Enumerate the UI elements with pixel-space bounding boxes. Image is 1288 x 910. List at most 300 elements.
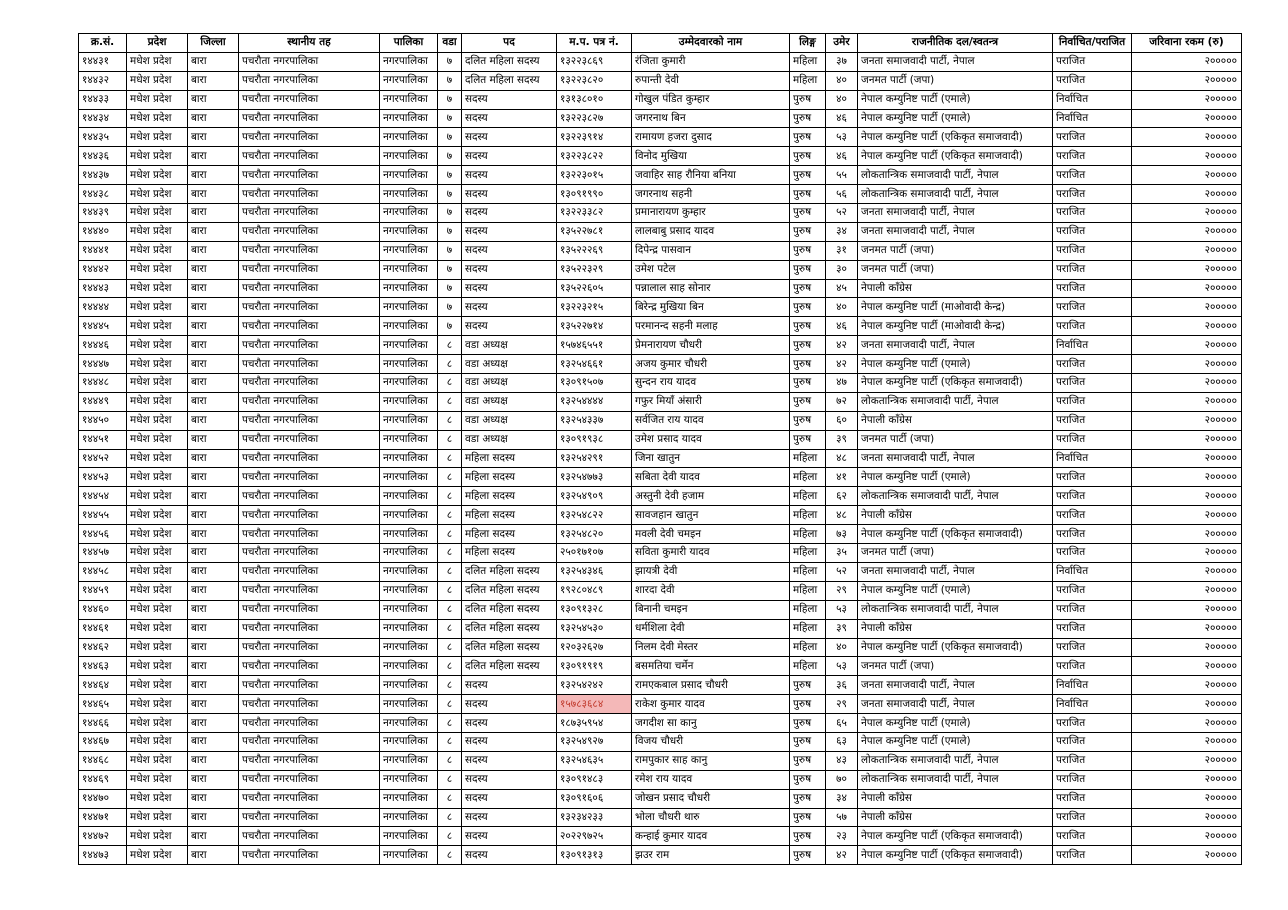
palika-cell: नगरपालिका <box>380 468 438 487</box>
post-cell: सदस्य <box>462 166 557 185</box>
header-fine: जरिवाना रकम (रु) <box>1132 34 1242 53</box>
candidate-name-cell: दिपेन्द्र पासवान <box>632 241 790 260</box>
gender-cell: महिला <box>790 657 826 676</box>
local-level-cell: पचरौता नगरपालिका <box>239 544 380 563</box>
table-row <box>79 600 1242 619</box>
result-cell: पराजित <box>1053 751 1132 770</box>
ballot-no-cell: १३२५४३४६ <box>557 562 632 581</box>
gender-cell: पुरुष <box>790 222 826 241</box>
ballot-no-cell: १३०९१९१९ <box>557 657 632 676</box>
header-serial: क्र.सं. <box>79 34 127 53</box>
palika-cell: नगरपालिका <box>380 525 438 544</box>
post-cell: दलित महिला सदस्य <box>462 581 557 600</box>
result-cell: निर्वाचित <box>1053 676 1132 695</box>
province-cell: मधेश प्रदेश <box>127 751 188 770</box>
district-cell: बारा <box>188 695 239 714</box>
district-cell: बारा <box>188 109 239 128</box>
header-result: निर्वाचित/पराजित <box>1053 34 1132 53</box>
fine-cell: २००००० <box>1132 827 1242 846</box>
ward-cell: ८ <box>438 581 462 600</box>
party-cell: नेपाल कम्युनिष्ट पार्टी (माओवादी केन्द्र) <box>858 298 1053 317</box>
serial-cell: १४४३१ <box>79 52 127 71</box>
post-cell: दलित महिला सदस्य <box>462 657 557 676</box>
post-cell: वडा अध्यक्ष <box>462 392 557 411</box>
gender-cell: पुरुष <box>790 374 826 393</box>
local-level-cell: पचरौता नगरपालिका <box>239 789 380 808</box>
candidate-name-cell: जोखन प्रसाद चौधरी <box>632 789 790 808</box>
serial-cell: १४४३७ <box>79 166 127 185</box>
result-cell: पराजित <box>1053 846 1132 865</box>
serial-cell: १४४३६ <box>79 147 127 166</box>
fine-cell: २००००० <box>1132 411 1242 430</box>
party-cell: लोकतान्त्रिक समाजवादी पार्टी, नेपाल <box>858 392 1053 411</box>
local-level-cell: पचरौता नगरपालिका <box>239 52 380 71</box>
party-cell: नेपाली काँग्रेस <box>858 808 1053 827</box>
candidate-name-cell: सावजहान खातुन <box>632 506 790 525</box>
candidate-name-cell: प्रमानारायण कुम्हार <box>632 204 790 223</box>
result-cell: पराजित <box>1053 411 1132 430</box>
district-cell: बारा <box>188 827 239 846</box>
candidate-name-cell: शारदा देवी <box>632 581 790 600</box>
post-cell: महिला सदस्य <box>462 544 557 563</box>
serial-cell: १४४४७ <box>79 355 127 374</box>
palika-cell: नगरपालिका <box>380 695 438 714</box>
table-body <box>79 52 1242 864</box>
table-row <box>79 298 1242 317</box>
fine-cell: २००००० <box>1132 506 1242 525</box>
province-cell: मधेश प्रदेश <box>127 562 188 581</box>
serial-cell: १४४५५ <box>79 506 127 525</box>
gender-cell: पुरुष <box>790 298 826 317</box>
candidate-name-cell: विजय चौधरी <box>632 732 790 751</box>
fine-cell: २००००० <box>1132 166 1242 185</box>
fine-cell: २००००० <box>1132 147 1242 166</box>
gender-cell: महिला <box>790 468 826 487</box>
district-cell: बारा <box>188 392 239 411</box>
post-cell: वडा अध्यक्ष <box>462 374 557 393</box>
party-cell: जनता समाजवादी पार्टी, नेपाल <box>858 562 1053 581</box>
fine-cell: २००००० <box>1132 619 1242 638</box>
palika-cell: नगरपालिका <box>380 147 438 166</box>
local-level-cell: पचरौता नगरपालिका <box>239 581 380 600</box>
palika-cell: नगरपालिका <box>380 222 438 241</box>
post-cell: महिला सदस्य <box>462 506 557 525</box>
palika-cell: नगरपालिका <box>380 846 438 865</box>
province-cell: मधेश प्रदेश <box>127 544 188 563</box>
palika-cell: नगरपालिका <box>380 260 438 279</box>
palika-cell: नगरपालिका <box>380 544 438 563</box>
ballot-no-cell: १३२५४४४४ <box>557 392 632 411</box>
ballot-no-cell: १३२२३८२० <box>557 71 632 90</box>
fine-cell: २००००० <box>1132 468 1242 487</box>
local-level-cell: पचरौता नगरपालिका <box>239 449 380 468</box>
table-row <box>79 260 1242 279</box>
post-cell: सदस्य <box>462 204 557 223</box>
table-row <box>79 487 1242 506</box>
age-cell: ४६ <box>826 109 858 128</box>
ward-cell: ८ <box>438 392 462 411</box>
palika-cell: नगरपालिका <box>380 789 438 808</box>
palika-cell: नगरपालिका <box>380 449 438 468</box>
age-cell: ४० <box>826 298 858 317</box>
result-cell: पराजित <box>1053 619 1132 638</box>
party-cell: नेपाल कम्युनिष्ट पार्टी (एकिकृत समाजवादी) <box>858 147 1053 166</box>
party-cell: जनमत पार्टी (जपा) <box>858 657 1053 676</box>
age-cell: ५५ <box>826 166 858 185</box>
serial-cell: १४४६८ <box>79 751 127 770</box>
local-level-cell: पचरौता नगरपालिका <box>239 336 380 355</box>
serial-cell: १४४४२ <box>79 260 127 279</box>
party-cell: नेपाल कम्युनिष्ट पार्टी (एमाले) <box>858 109 1053 128</box>
post-cell: सदस्य <box>462 298 557 317</box>
age-cell: ४२ <box>826 355 858 374</box>
province-cell: मधेश प्रदेश <box>127 430 188 449</box>
result-cell: पराजित <box>1053 374 1132 393</box>
party-cell: जनमत पार्टी (जपा) <box>858 241 1053 260</box>
ward-cell: ७ <box>438 204 462 223</box>
result-cell: निर्वाचित <box>1053 695 1132 714</box>
party-cell: नेपाली काँग्रेस <box>858 789 1053 808</box>
district-cell: बारा <box>188 204 239 223</box>
palika-cell: नगरपालिका <box>380 808 438 827</box>
local-level-cell: पचरौता नगरपालिका <box>239 808 380 827</box>
local-level-cell: पचरौता नगरपालिका <box>239 90 380 109</box>
district-cell: बारा <box>188 430 239 449</box>
ballot-no-cell: १३२२३८२२ <box>557 147 632 166</box>
post-cell: सदस्य <box>462 109 557 128</box>
province-cell: मधेश प्रदेश <box>127 789 188 808</box>
age-cell: ५३ <box>826 128 858 147</box>
local-level-cell: पचरौता नगरपालिका <box>239 109 380 128</box>
fine-cell: २००००० <box>1132 525 1242 544</box>
ward-cell: ८ <box>438 374 462 393</box>
gender-cell: महिला <box>790 544 826 563</box>
serial-cell: १४४६२ <box>79 638 127 657</box>
ballot-no-cell: १३०९१४८३ <box>557 770 632 789</box>
province-cell: मधेश प्रदेश <box>127 166 188 185</box>
candidate-name-cell: गफुर मियाँ अंसारी <box>632 392 790 411</box>
ward-cell: ७ <box>438 241 462 260</box>
table-row <box>79 468 1242 487</box>
age-cell: २९ <box>826 695 858 714</box>
gender-cell: महिला <box>790 581 826 600</box>
serial-cell: १४४३८ <box>79 185 127 204</box>
gender-cell: महिला <box>790 619 826 638</box>
ballot-no-cell: १३५२२६०५ <box>557 279 632 298</box>
ballot-no-cell: १३०९१९९० <box>557 185 632 204</box>
palika-cell: नगरपालिका <box>380 71 438 90</box>
result-cell: पराजित <box>1053 487 1132 506</box>
party-cell: जनमत पार्टी (जपा) <box>858 71 1053 90</box>
age-cell: ५६ <box>826 185 858 204</box>
header-palika: पालिका <box>380 34 438 53</box>
fine-cell: २००००० <box>1132 600 1242 619</box>
fine-cell: २००००० <box>1132 279 1242 298</box>
serial-cell: १४४४५ <box>79 317 127 336</box>
local-level-cell: पचरौता नगरपालिका <box>239 827 380 846</box>
local-level-cell: पचरौता नगरपालिका <box>239 166 380 185</box>
candidate-name-cell: अस्तुनी देवी हजाम <box>632 487 790 506</box>
district-cell: बारा <box>188 544 239 563</box>
table-row <box>79 279 1242 298</box>
gender-cell: पुरुष <box>790 411 826 430</box>
palika-cell: नगरपालिका <box>380 430 438 449</box>
ward-cell: ७ <box>438 166 462 185</box>
candidate-name-cell: झउर राम <box>632 846 790 865</box>
serial-cell: १४४७२ <box>79 827 127 846</box>
post-cell: दलित महिला सदस्य <box>462 52 557 71</box>
party-cell: नेपाल कम्युनिष्ट पार्टी (एकिकृत समाजवादी) <box>858 525 1053 544</box>
candidate-name-cell: उमेश प्रसाद यादव <box>632 430 790 449</box>
palika-cell: नगरपालिका <box>380 166 438 185</box>
province-cell: मधेश प्रदेश <box>127 128 188 147</box>
candidate-name-cell: विनोद मुखिया <box>632 147 790 166</box>
serial-cell: १४४५९ <box>79 581 127 600</box>
ballot-no-cell: २५०१७१०७ <box>557 544 632 563</box>
post-cell: सदस्य <box>462 317 557 336</box>
gender-cell: पुरुष <box>790 827 826 846</box>
post-cell: दलित महिला सदस्य <box>462 600 557 619</box>
ward-cell: ७ <box>438 185 462 204</box>
serial-cell: १४४४० <box>79 222 127 241</box>
post-cell: सदस्य <box>462 751 557 770</box>
post-cell: सदस्य <box>462 279 557 298</box>
district-cell: बारा <box>188 714 239 733</box>
gender-cell: महिला <box>790 638 826 657</box>
post-cell: दलित महिला सदस्य <box>462 71 557 90</box>
district-cell: बारा <box>188 260 239 279</box>
province-cell: मधेश प्रदेश <box>127 222 188 241</box>
fine-cell: २००००० <box>1132 128 1242 147</box>
local-level-cell: पचरौता नगरपालिका <box>239 355 380 374</box>
ward-cell: ८ <box>438 449 462 468</box>
table-row <box>79 90 1242 109</box>
result-cell: पराजित <box>1053 222 1132 241</box>
age-cell: ३६ <box>826 676 858 695</box>
post-cell: सदस्य <box>462 695 557 714</box>
candidate-name-cell: धर्मशिला देवी <box>632 619 790 638</box>
table-row <box>79 562 1242 581</box>
fine-cell: २००००० <box>1132 808 1242 827</box>
local-level-cell: पचरौता नगरपालिका <box>239 411 380 430</box>
province-cell: मधेश प्रदेश <box>127 846 188 865</box>
age-cell: ६२ <box>826 487 858 506</box>
serial-cell: १४४६७ <box>79 732 127 751</box>
province-cell: मधेश प्रदेश <box>127 204 188 223</box>
age-cell: २९ <box>826 581 858 600</box>
palika-cell: नगरपालिका <box>380 676 438 695</box>
header-candidate-name: उम्मेदवारको नाम <box>632 34 790 53</box>
gender-cell: पुरुष <box>790 279 826 298</box>
ward-cell: ८ <box>438 544 462 563</box>
age-cell: ३९ <box>826 430 858 449</box>
ward-cell: ७ <box>438 260 462 279</box>
fine-cell: २००००० <box>1132 392 1242 411</box>
header-ward: वडा <box>438 34 462 53</box>
result-cell: पराजित <box>1053 260 1132 279</box>
local-level-cell: पचरौता नगरपालिका <box>239 374 380 393</box>
province-cell: मधेश प्रदेश <box>127 581 188 600</box>
table-row <box>79 506 1242 525</box>
party-cell: नेपाल कम्युनिष्ट पार्टी (एमाले) <box>858 355 1053 374</box>
district-cell: बारा <box>188 619 239 638</box>
ward-cell: ७ <box>438 90 462 109</box>
candidate-name-cell: रुपान्ती देवी <box>632 71 790 90</box>
serial-cell: १४४४१ <box>79 241 127 260</box>
serial-cell: १४४५० <box>79 411 127 430</box>
ward-cell: ८ <box>438 732 462 751</box>
ward-cell: ७ <box>438 71 462 90</box>
party-cell: जनमत पार्टी (जपा) <box>858 260 1053 279</box>
local-level-cell: पचरौता नगरपालिका <box>239 317 380 336</box>
age-cell: ४० <box>826 90 858 109</box>
ward-cell: ८ <box>438 808 462 827</box>
age-cell: ३७ <box>826 52 858 71</box>
district-cell: बारा <box>188 525 239 544</box>
fine-cell: २००००० <box>1132 751 1242 770</box>
table-row <box>79 525 1242 544</box>
age-cell: ३९ <box>826 619 858 638</box>
party-cell: जनता समाजवादी पार्टी, नेपाल <box>858 222 1053 241</box>
local-level-cell: पचरौता नगरपालिका <box>239 222 380 241</box>
palika-cell: नगरपालिका <box>380 392 438 411</box>
ballot-no-cell: १३२५४३३७ <box>557 411 632 430</box>
palika-cell: नगरपालिका <box>380 714 438 733</box>
local-level-cell: पचरौता नगरपालिका <box>239 638 380 657</box>
candidate-name-cell: भोला चौधरी थारु <box>632 808 790 827</box>
ballot-no-cell: १३२२३८२७ <box>557 109 632 128</box>
local-level-cell: पचरौता नगरपालिका <box>239 430 380 449</box>
district-cell: बारा <box>188 751 239 770</box>
palika-cell: नगरपालिका <box>380 827 438 846</box>
result-cell: पराजित <box>1053 732 1132 751</box>
gender-cell: महिला <box>790 562 826 581</box>
province-cell: मधेश प्रदेश <box>127 732 188 751</box>
table-row <box>79 355 1242 374</box>
candidate-name-cell: सुन्दन राय यादव <box>632 374 790 393</box>
table-row <box>79 770 1242 789</box>
province-cell: मधेश प्रदेश <box>127 468 188 487</box>
district-cell: बारा <box>188 638 239 657</box>
ward-cell: ८ <box>438 695 462 714</box>
table-row <box>79 827 1242 846</box>
palika-cell: नगरपालिका <box>380 411 438 430</box>
result-cell: पराजित <box>1053 392 1132 411</box>
province-cell: मधेश प्रदेश <box>127 374 188 393</box>
local-level-cell: पचरौता नगरपालिका <box>239 600 380 619</box>
age-cell: ३४ <box>826 789 858 808</box>
fine-cell: २००००० <box>1132 695 1242 714</box>
ballot-no-cell: १३२२३८६९ <box>557 52 632 71</box>
district-cell: बारा <box>188 52 239 71</box>
gender-cell: पुरुष <box>790 751 826 770</box>
province-cell: मधेश प्रदेश <box>127 392 188 411</box>
party-cell: लोकतान्त्रिक समाजवादी पार्टी, नेपाल <box>858 751 1053 770</box>
ballot-no-cell: १३०९१३१३ <box>557 846 632 865</box>
palika-cell: नगरपालिका <box>380 298 438 317</box>
table-row <box>79 714 1242 733</box>
result-cell: पराजित <box>1053 241 1132 260</box>
ward-cell: ७ <box>438 128 462 147</box>
table-row <box>79 374 1242 393</box>
post-cell: दलित महिला सदस्य <box>462 638 557 657</box>
ballot-no-cell: १३२५४२९१ <box>557 449 632 468</box>
table-row <box>79 392 1242 411</box>
party-cell: नेपाल कम्युनिष्ट पार्टी (एमाले) <box>858 468 1053 487</box>
district-cell: बारा <box>188 581 239 600</box>
fine-cell: २००००० <box>1132 638 1242 657</box>
table-row <box>79 166 1242 185</box>
result-cell: पराजित <box>1053 544 1132 563</box>
gender-cell: पुरुष <box>790 90 826 109</box>
gender-cell: महिला <box>790 449 826 468</box>
post-cell: महिला सदस्य <box>462 449 557 468</box>
result-cell: पराजित <box>1053 468 1132 487</box>
serial-cell: १४४३५ <box>79 128 127 147</box>
candidate-name-cell: निलम देवी मेस्तर <box>632 638 790 657</box>
post-cell: वडा अध्यक्ष <box>462 355 557 374</box>
post-cell: सदस्य <box>462 128 557 147</box>
ward-cell: ८ <box>438 676 462 695</box>
candidate-name-cell: रामायण हजरा दुसाद <box>632 128 790 147</box>
gender-cell: महिला <box>790 506 826 525</box>
candidate-name-cell: सर्वजित राय यादव <box>632 411 790 430</box>
party-cell: नेपाली काँग्रेस <box>858 619 1053 638</box>
province-cell: मधेश प्रदेश <box>127 808 188 827</box>
age-cell: ४२ <box>826 336 858 355</box>
local-level-cell: पचरौता नगरपालिका <box>239 147 380 166</box>
serial-cell: १४४४९ <box>79 392 127 411</box>
party-cell: जनता समाजवादी पार्टी, नेपाल <box>858 695 1053 714</box>
district-cell: बारा <box>188 657 239 676</box>
candidate-name-cell: रामपुकार साह कानु <box>632 751 790 770</box>
table-row <box>79 619 1242 638</box>
serial-cell: १४४५२ <box>79 449 127 468</box>
gender-cell: पुरुष <box>790 241 826 260</box>
province-cell: मधेश प्रदेश <box>127 147 188 166</box>
gender-cell: पुरुष <box>790 732 826 751</box>
party-cell: जनता समाजवादी पार्टी, नेपाल <box>858 336 1053 355</box>
gender-cell: पुरुष <box>790 147 826 166</box>
post-cell: दलित महिला सदस्य <box>462 619 557 638</box>
ballot-no-cell: १३२५४६३५ <box>557 751 632 770</box>
post-cell: सदस्य <box>462 147 557 166</box>
age-cell: ६३ <box>826 732 858 751</box>
province-cell: मधेश प्रदेश <box>127 506 188 525</box>
gender-cell: पुरुष <box>790 355 826 374</box>
age-cell: ५३ <box>826 600 858 619</box>
ballot-no-cell: १३५२२३२९ <box>557 260 632 279</box>
party-cell: नेपाली काँग्रेस <box>858 279 1053 298</box>
gender-cell: पुरुष <box>790 166 826 185</box>
age-cell: ४२ <box>826 846 858 865</box>
fine-cell: २००००० <box>1132 562 1242 581</box>
post-cell: वडा अध्यक्ष <box>462 411 557 430</box>
province-cell: मधेश प्रदेश <box>127 241 188 260</box>
result-cell: पराजित <box>1053 657 1132 676</box>
post-cell: सदस्य <box>462 770 557 789</box>
party-cell: जनता समाजवादी पार्टी, नेपाल <box>858 449 1053 468</box>
age-cell: ७० <box>826 770 858 789</box>
party-cell: नेपाल कम्युनिष्ट पार्टी (एमाले) <box>858 732 1053 751</box>
fine-cell: २००००० <box>1132 846 1242 865</box>
result-cell: पराजित <box>1053 355 1132 374</box>
province-cell: मधेश प्रदेश <box>127 298 188 317</box>
age-cell: ७२ <box>826 392 858 411</box>
ward-cell: ७ <box>438 298 462 317</box>
district-cell: बारा <box>188 468 239 487</box>
result-cell: पराजित <box>1053 638 1132 657</box>
